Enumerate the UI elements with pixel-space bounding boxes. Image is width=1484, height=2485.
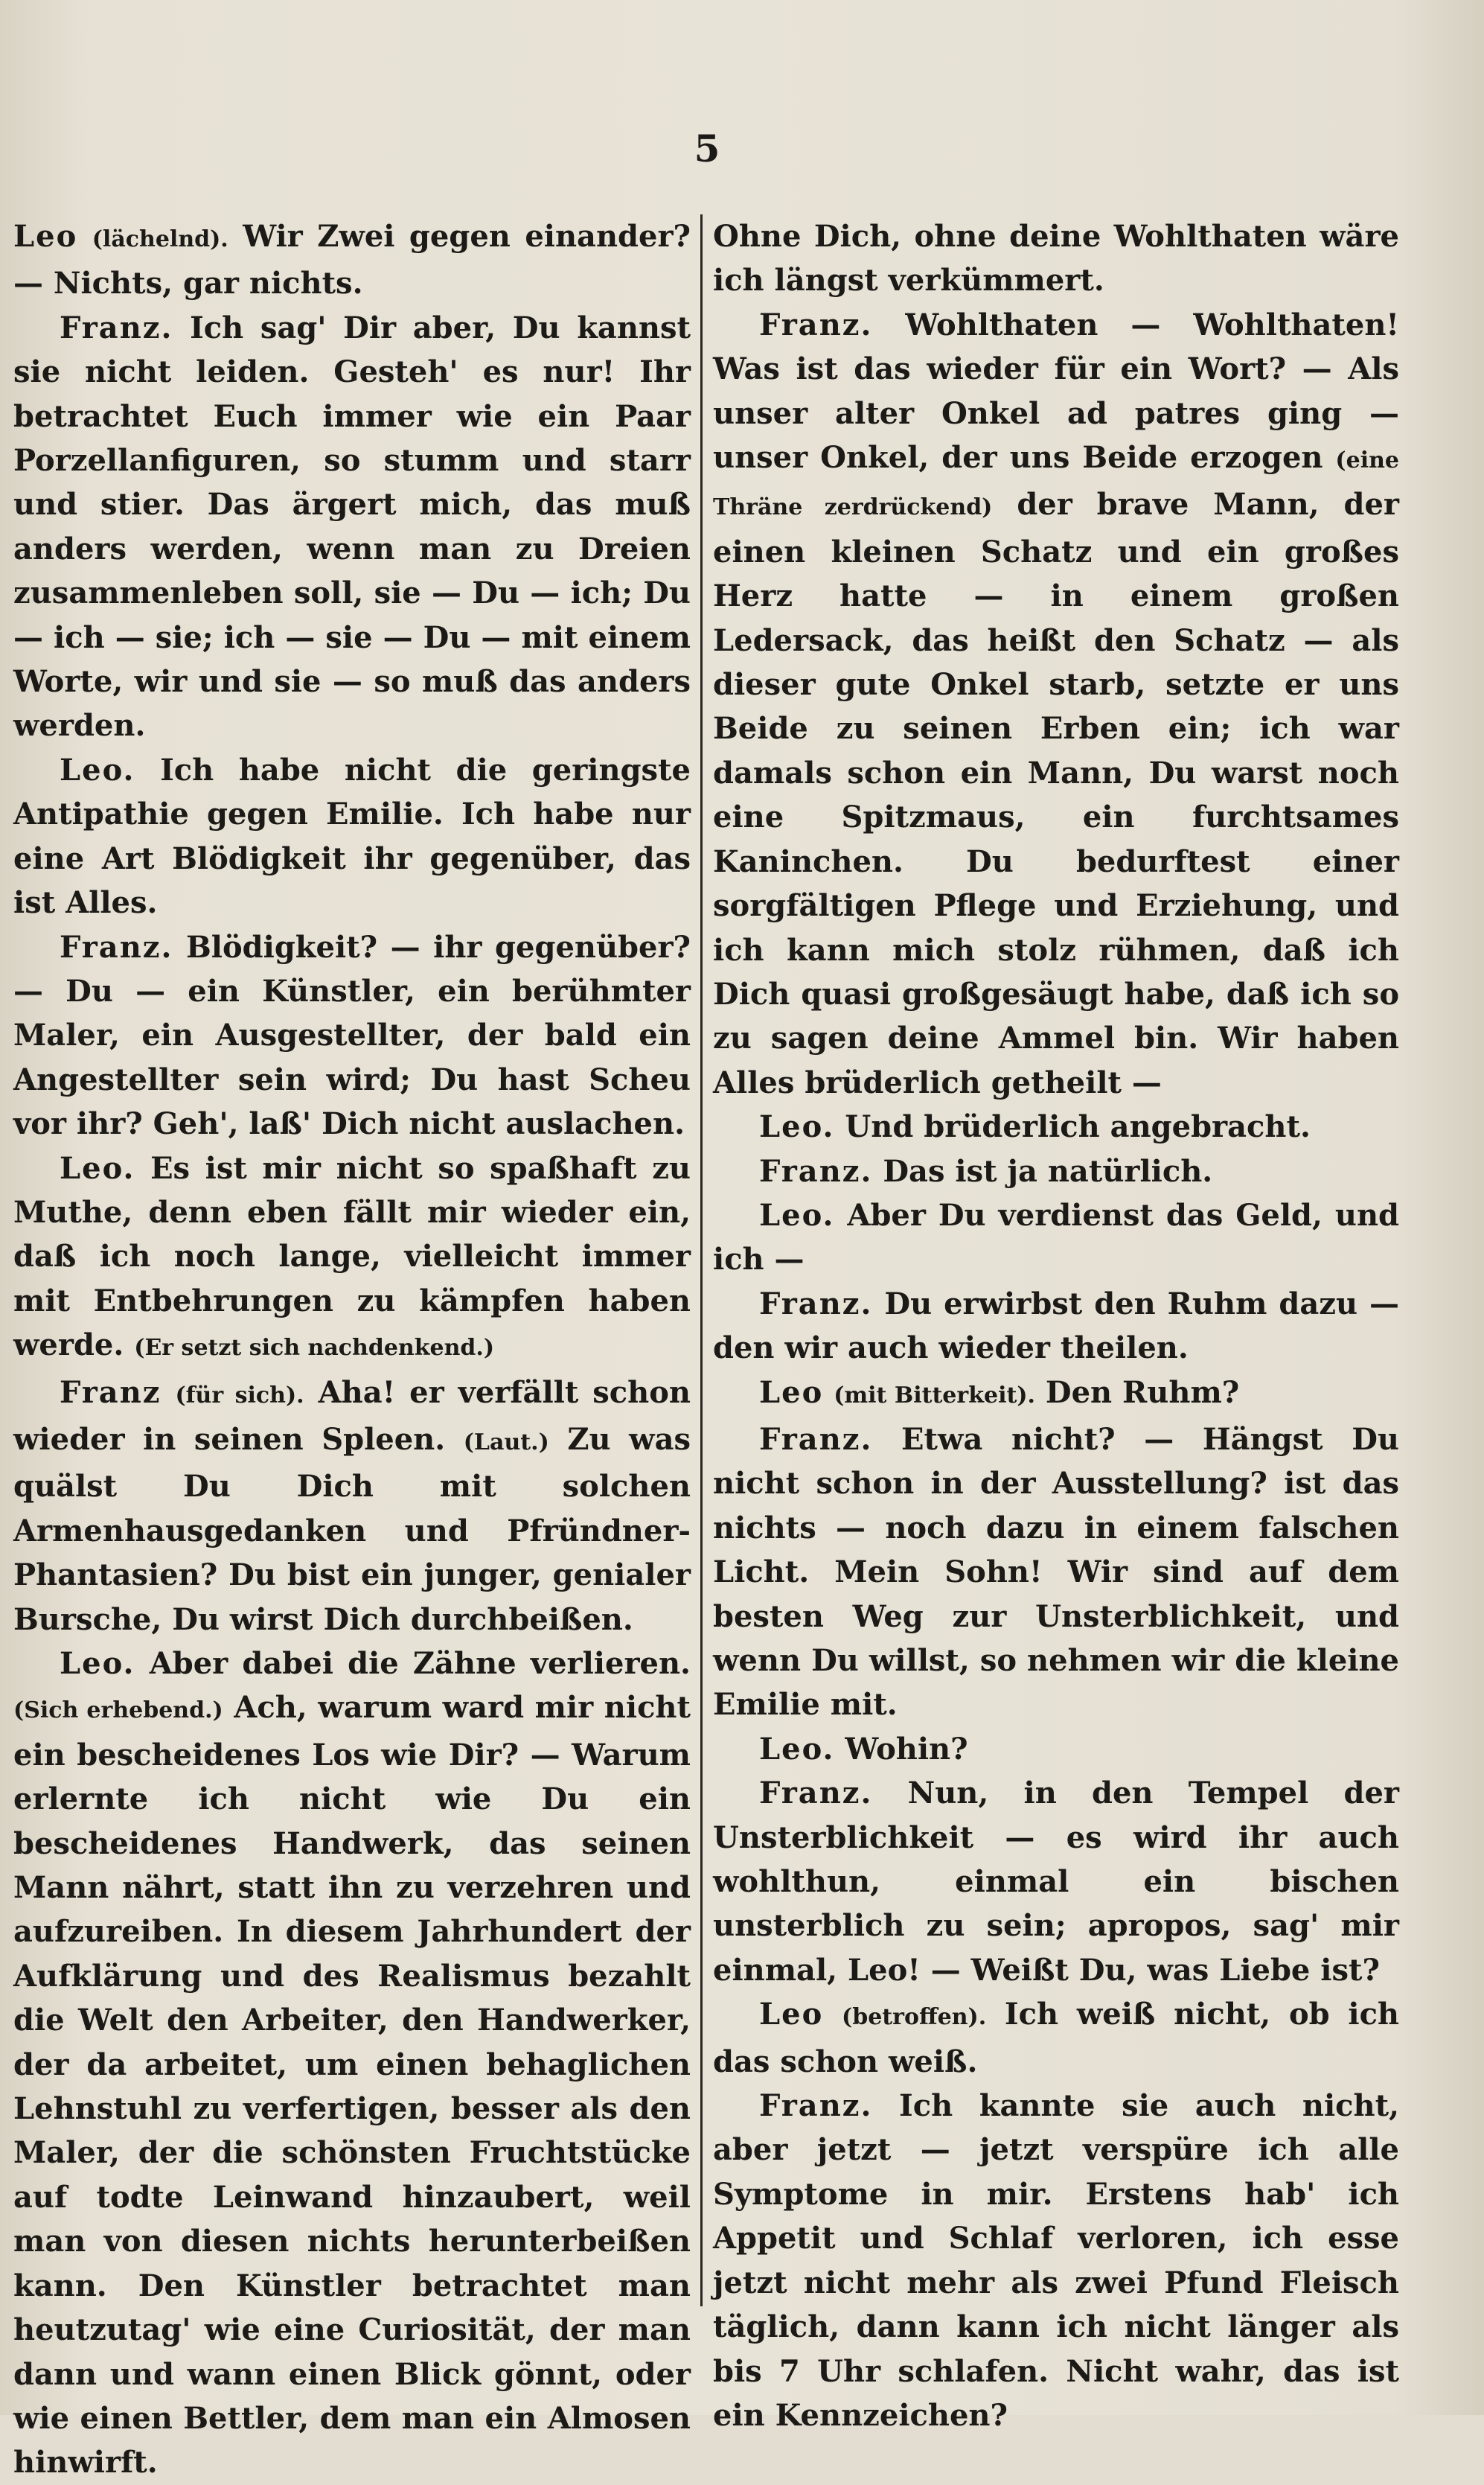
stage-direction: (eine Thräne zerdrückend) [713, 447, 1399, 521]
dialogue-paragraph [13, 1371, 691, 1642]
speaker-name: Leo. [60, 1646, 135, 1681]
dialogue-paragraph [713, 1149, 1399, 1193]
speaker-name: Franz [60, 1374, 161, 1410]
dialogue-paragraph [713, 1371, 1399, 1417]
dialogue-paragraph [713, 1727, 1399, 1771]
dialogue-text: Ach, warum ward mir nicht ein bescheidenes Los wie Dir? — Warum erlernte ich nicht wie Du ein bescheidenes Handwerk, das seinen Mann nährt, statt ihn zu verzehren und aufzureiben. In diesem Jahrhundert der Aufklärung und des Realismus bezahlt die Welt den Arbeiter, den Handwerker, der da arbeitet, um einen behaglichen Lehnstuhl zu verfertigen, besser als den Maler, der die schönsten Fruchtstücke auf todte Leinwand hinzaubert, weil man von diesen nichts herunterbeißen kann. Den Künstler betrachtet man heutzutag' wie eine Curiosität, der man dann und wann einen Blick gönnt, oder wie einen Bettler, dem man ein Almosen hinwirft. [13, 1690, 691, 2481]
speaker-name: Franz. [759, 307, 873, 342]
speaker-name: Franz. [759, 1421, 873, 1457]
dialogue-text: Nun, in den Tempel der Unsterblichkeit — es wird ihr auch wohlthun, einmal ein bischen unsterblich zu sein; apropos, sag' mir einmal, Leo! — Weißt Du, was Liebe ist? [713, 1776, 1399, 1988]
speaker-name: Leo. [759, 1109, 835, 1145]
speaker-name: Leo [759, 1374, 824, 1410]
dialogue-paragraph [13, 925, 691, 1146]
page-number: 5 [694, 127, 720, 170]
speaker-name: Franz. [759, 1776, 873, 1811]
dialogue-paragraph [713, 1193, 1399, 1282]
dialogue-paragraph [713, 214, 1399, 303]
dialogue-text: Ohne Dich, ohne deine Wohlthaten wäre ich längst verkümmert. [713, 219, 1399, 299]
dialogue-paragraph [713, 303, 1399, 1105]
dialogue-paragraph [713, 1105, 1399, 1149]
dialogue-paragraph [713, 1417, 1399, 1727]
dialogue-text: Und brüderlich angebracht. [845, 1109, 1311, 1145]
dialogue-text: Aber Du verdienst das Geld, und ich — [713, 1197, 1399, 1277]
dialogue-paragraph [13, 1642, 691, 2485]
speaker-name: Leo [759, 1997, 824, 2032]
column-divider [700, 214, 703, 2306]
stage-direction: (Sich erhebend.) [13, 1697, 223, 1724]
stage-direction: (Er setzt sich nachdenkend.) [134, 1335, 495, 1362]
dialogue-text: Ich habe nicht die geringste Antipathie gegen Emilie. Ich habe nur eine Art Blödigkeit ihr gegenüber, das ist Alles. [13, 752, 691, 921]
dialogue-paragraph [713, 1992, 1399, 2084]
dialogue-text: Blödigkeit? — ihr gegenüber? — Du — ein Künstler, ein berühmter Maler, ein Ausgestellter, der bald ein Angestellter sein wird; Du hast Scheu vor ihr? Geh', laß' Dich nicht auslachen. [13, 929, 691, 1142]
dialogue-text: Aber dabei die Zähne verlieren. [149, 1646, 691, 1681]
stage-direction: (lächelnd). [92, 226, 228, 252]
dialogue-text: Den Ruhm? [1045, 1374, 1240, 1410]
dialogue-paragraph [13, 1146, 691, 1371]
right-column [713, 214, 1399, 2437]
speaker-name: Leo. [759, 1197, 835, 1233]
left-column [13, 214, 691, 2485]
stage-direction: (Laut.) [463, 1429, 549, 1455]
speaker-name: Franz. [60, 929, 173, 965]
speaker-name: Franz. [759, 2088, 873, 2124]
dialogue-text: Das ist ja natürlich. [883, 1153, 1213, 1189]
speaker-name: Leo. [60, 752, 135, 788]
stage-direction: (mit Bitterkeit). [834, 1382, 1035, 1409]
dialogue-text: Ich weiß nicht, ob ich das schon weiß. [713, 1997, 1400, 2079]
speaker-name: Franz. [759, 1153, 873, 1189]
dialogue-paragraph [713, 1282, 1399, 1371]
dialogue-text: Wohlthaten — Wohlthaten! Was ist das wieder für ein Wort? — Als unser alter Onkel ad patres ging — unser Onkel, der uns Beide erzogen [713, 307, 1399, 476]
dialogue-text: Wohin? [845, 1731, 968, 1767]
dialogue-text: Ich kannte sie auch nicht, aber jetzt — jetzt verspüre ich alle Symptome in mir. Erstens hab' ich Appetit und Schlaf verloren, ich esse jetzt nicht mehr als zwei Pfund Fleisch täglich, dann kann ich nicht länger als bis 7 Uhr schlafen. Nicht wahr, das ist ein Kennzeichen? [713, 2088, 1399, 2433]
dialogue-text: Etwa nicht? — Hängst Du nicht schon in der Ausstellung? ist das nichts — noch dazu in einem falschen Licht. Mein Sohn! Wir sind auf dem besten Weg zur Unsterblichkeit, und wenn Du willst, so nehmen wir die kleine Emilie mit. [713, 1421, 1399, 1723]
dialogue-text: Aha! er verfällt schon wieder in seinen Spleen. [13, 1374, 691, 1457]
speaker-name: Leo. [759, 1731, 835, 1767]
stage-direction: (betroffen). [842, 2004, 987, 2031]
dialogue-paragraph [13, 306, 691, 748]
dialogue-text: Du erwirbst den Ruhm dazu — den wir auch wieder theilen. [713, 1286, 1399, 1366]
speaker-name: Franz. [60, 310, 173, 345]
dialogue-paragraph [13, 214, 691, 306]
stage-direction: (für sich). [175, 1382, 304, 1409]
dialogue-paragraph [13, 748, 691, 925]
speaker-name: Franz. [759, 1286, 873, 1321]
dialogue-text: Es ist mir nicht so spaßhaft zu Muthe, denn eben fällt mir wieder ein, daß ich noch lange, vielleicht immer mit Entbehrungen zu kämpfen haben werde. [13, 1150, 691, 1363]
speaker-name: Leo [13, 219, 78, 254]
dialogue-text: Ich sag' Dir aber, Du kannst sie nicht leiden. Gesteh' es nur! Ihr betrachtet Euch immer wie ein Paar Porzellanfiguren, so stumm und starr und stier. Das ärgert mich, das muß anders werden, wenn man zu Dreien zusammenleben soll, sie — Du — ich; Du — ich — sie; ich — sie — Du — mit einem Worte, wir und sie — so muß das anders werden. [13, 310, 691, 744]
dialogue-text: Zu was quälst Du Dich mit solchen Armenhausgedanken und Pfründner-Phantasien? Du bist ein junger, genialer Bursche, Du wirst Dich durchbeißen. [13, 1421, 691, 1637]
dialogue-text: Wir Zwei gegen einander? — Nichts, gar nichts. [13, 219, 691, 302]
speaker-name: Leo. [60, 1150, 135, 1186]
dialogue-paragraph [713, 2084, 1399, 2437]
dialogue-paragraph [713, 1771, 1399, 1992]
dialogue-text: der brave Mann, der einen kleinen Schatz und ein großes Herz hatte — in einem großen Ledersack, das heißt den Schatz — als dieser gute Onkel starb, setzte er uns Beide zu seinen Erben ein; ich war damals schon ein Mann, Du warst noch eine Spitzmaus, ein furchtsames Kaninchen. Du bedurftest einer sorgfältigen Pflege und Erziehung, und ich kann mich stolz rühmen, daß ich Dich quasi großgesäugt habe, daß ich so zu sagen deine Ammel bin. Wir haben Alles brüderlich getheilt — [713, 487, 1400, 1100]
